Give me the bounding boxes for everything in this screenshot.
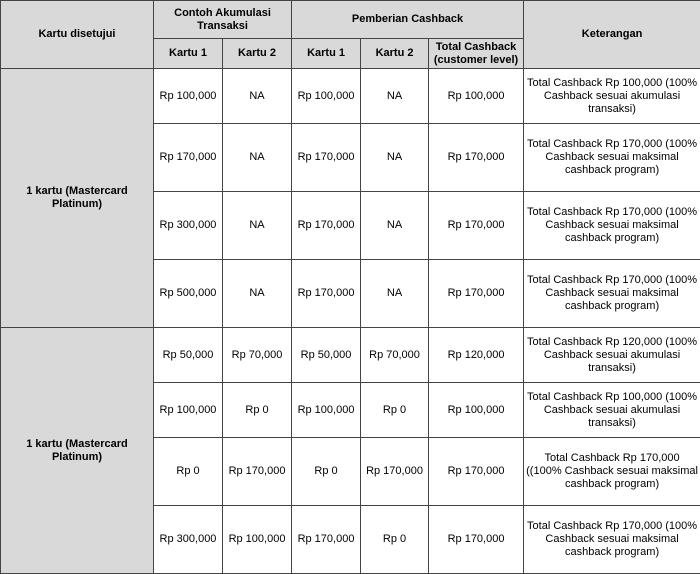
cell-transaction-card1: Rp 500,000 <box>154 260 223 328</box>
cell-total-cashback: Rp 170,000 <box>429 192 524 260</box>
table-header <box>1 1 700 69</box>
cell-note: Total Cashback Rp 170,000 (100% Cashback sesuai maksimal cashback program) <box>524 506 700 574</box>
header-notes: Keterangan <box>524 1 700 69</box>
cell-cashback-card1: Rp 100,000 <box>292 383 361 438</box>
header-card1-transaction: Kartu 1 <box>154 39 223 69</box>
cell-cashback-card1: Rp 100,000 <box>292 69 361 124</box>
cell-transaction-card1: Rp 100,000 <box>154 383 223 438</box>
header-total-cashback: Total Cashback (customer level) <box>429 39 524 69</box>
cell-note: Total Cashback Rp 170,000 (100% Cashback sesuai maksimal cashback program) <box>524 192 700 260</box>
header-card1-cashback: Kartu 1 <box>292 39 361 69</box>
cell-cashback-card1: Rp 50,000 <box>292 328 361 383</box>
cell-transaction-card2: Rp 100,000 <box>223 506 292 574</box>
header-cashback-given: Pemberian Cashback <box>292 1 524 39</box>
header-card2-transaction: Kartu 2 <box>223 39 292 69</box>
cell-cashback-card2: NA <box>361 260 429 328</box>
cell-cashback-card2: Rp 0 <box>361 506 429 574</box>
cell-note: Total Cashback Rp 120,000 (100% Cashback sesuai akumulasi transaksi) <box>524 328 700 383</box>
header-card2-cashback: Kartu 2 <box>361 39 429 69</box>
cell-total-cashback: Rp 170,000 <box>429 506 524 574</box>
cell-total-cashback: Rp 170,000 <box>429 124 524 192</box>
cell-cashback-card2: Rp 170,000 <box>361 438 429 506</box>
cell-total-cashback: Rp 100,000 <box>429 69 524 124</box>
cell-note: Total Cashback Rp 170,000 (100% Cashback sesuai maksimal cashback program) <box>524 260 700 328</box>
cell-cashback-card1: Rp 0 <box>292 438 361 506</box>
cell-note: Total Cashback Rp 100,000 (100% Cashback sesuai akumulasi transaksi) <box>524 69 700 124</box>
header-transaction-example: Contoh Akumulasi Transaksi <box>154 1 292 39</box>
cell-total-cashback: Rp 170,000 <box>429 260 524 328</box>
cell-total-cashback: Rp 170,000 <box>429 438 524 506</box>
table-body <box>1 69 700 574</box>
cell-total-cashback: Rp 120,000 <box>429 328 524 383</box>
cell-transaction-card2: NA <box>223 260 292 328</box>
cell-cashback-card2: NA <box>361 192 429 260</box>
cell-cashback-card2: Rp 0 <box>361 383 429 438</box>
cell-cashback-card1: Rp 170,000 <box>292 192 361 260</box>
cell-cashback-card2: NA <box>361 69 429 124</box>
cell-transaction-card2: Rp 0 <box>223 383 292 438</box>
cell-cashback-card2: NA <box>361 124 429 192</box>
cell-transaction-card1: Rp 300,000 <box>154 506 223 574</box>
group-label: 1 kartu (Mastercard Platinum) <box>1 328 154 574</box>
cell-note: Total Cashback Rp 100,000 (100% Cashback sesuai akumulasi transaksi) <box>524 383 700 438</box>
header-approved-cards: Kartu disetujui <box>1 1 154 69</box>
cell-transaction-card1: Rp 170,000 <box>154 124 223 192</box>
cell-transaction-card2: Rp 70,000 <box>223 328 292 383</box>
cell-note: Total Cashback Rp 170,000 (100% Cashback sesuai maksimal cashback program) <box>524 124 700 192</box>
cell-transaction-card1: Rp 0 <box>154 438 223 506</box>
cell-total-cashback: Rp 100,000 <box>429 383 524 438</box>
cell-transaction-card1: Rp 50,000 <box>154 328 223 383</box>
cell-transaction-card2: NA <box>223 192 292 260</box>
cell-note: Total Cashback Rp 170,000 ((100% Cashback sesuai maksimal cashback program) <box>524 438 700 506</box>
group-label: 1 kartu (Mastercard Platinum) <box>1 69 154 328</box>
cell-transaction-card2: Rp 170,000 <box>223 438 292 506</box>
cell-transaction-card2: NA <box>223 69 292 124</box>
cell-cashback-card2: Rp 70,000 <box>361 328 429 383</box>
cell-cashback-card1: Rp 170,000 <box>292 506 361 574</box>
table-row <box>1 328 700 383</box>
cell-transaction-card1: Rp 100,000 <box>154 69 223 124</box>
cell-transaction-card1: Rp 300,000 <box>154 192 223 260</box>
cell-transaction-card2: NA <box>223 124 292 192</box>
table-row <box>1 69 700 124</box>
cell-cashback-card1: Rp 170,000 <box>292 124 361 192</box>
cell-cashback-card1: Rp 170,000 <box>292 260 361 328</box>
